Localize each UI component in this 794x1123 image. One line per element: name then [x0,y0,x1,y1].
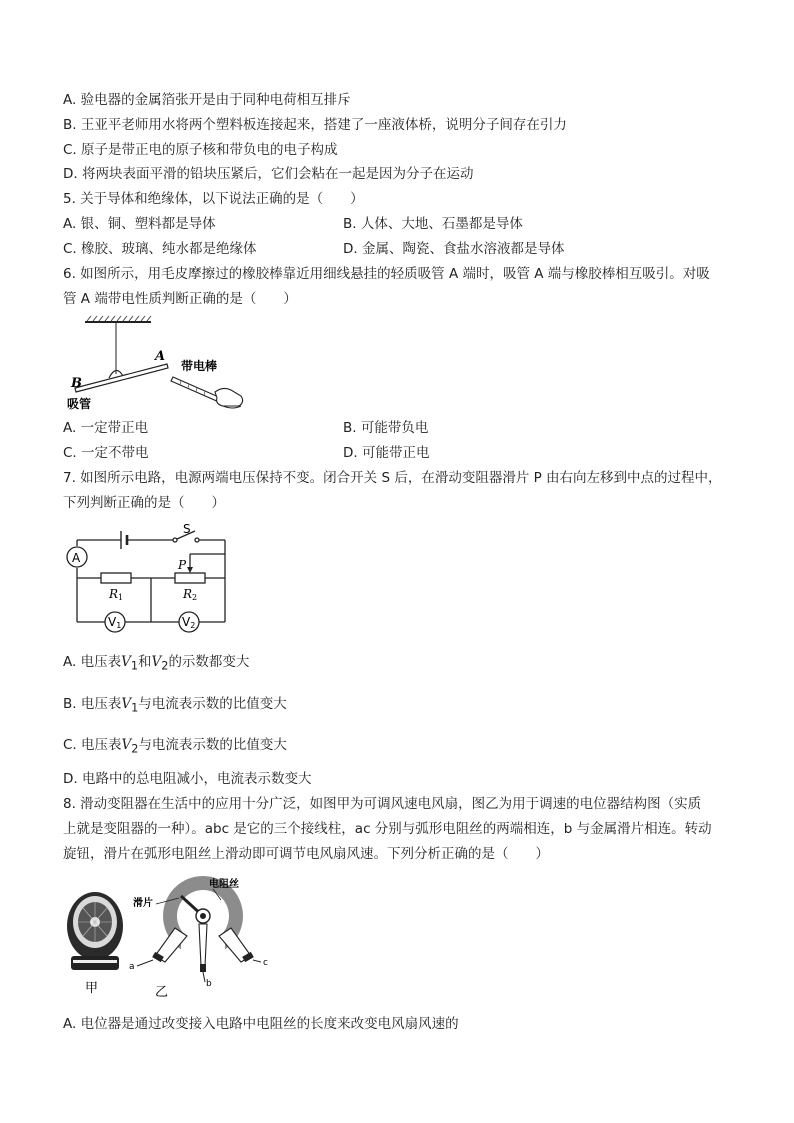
q7-ammeter-label: A [72,551,81,565]
q7-c-v: V [121,737,132,753]
q6-figure [63,312,253,412]
q7-v1-sub: 1 [116,621,122,630]
q7-a-prefix: A. 电压表 [63,654,122,670]
q7-a-post: 的示数都变大 [168,654,250,670]
q8-label-a: a [129,962,135,972]
q7-r2-label [182,587,197,602]
q7-v1-letter: V [108,615,117,629]
q7-option-c [63,735,287,760]
q6-stem-line1: 6. 如图所示，用毛皮摩擦过的橡胶棒靠近用细线悬挂的轻质吸管 A 端时，吸管 A 端与橡胶棒相互吸引。对吸 [63,266,710,282]
q6-option-d: D. 可能带正电 [343,445,430,461]
q8-option-a: A. 电位器是通过改变接入电路中电阻丝的长度来改变电风扇风速的 [63,1016,459,1032]
q7-r2-letter: R [183,587,193,601]
q8-label-c: c [263,958,268,968]
q8-stem-line2: 上就是变阻器的一种）。abc 是它的三个接线柱，ac 分别与弧形电阻丝的两端相连，b 与金属滑片相连。转动 [63,821,712,837]
q7-a-v2-sub: 2 [161,659,169,673]
q4-option-c: C. 原子是带正电的原子核和带负电的电子构成 [63,142,338,158]
q7-r1-sub: 1 [118,593,124,602]
q5-option-a: A. 银、铜、塑料都是导体 [63,216,216,232]
q8-label-slider: 滑片 [133,898,153,909]
q7-option-d: D. 电路中的总电阻减小，电流表示数变大 [63,771,312,787]
q7-slider-label: P [178,558,187,572]
q6-option-b: B. 可能带负电 [343,420,429,436]
q7-b-post: 与电流表示数的比值变大 [138,696,287,712]
q7-b-v-sub: 1 [131,701,139,715]
q7-a-mid: 和 [138,654,152,670]
q7-c-v-sub: 2 [131,742,139,756]
q7-switch-label: S [183,522,191,536]
q6-label-rod: 带电棒 [181,359,218,373]
q7-a-v1-sub: 1 [130,659,139,673]
q6-label-straw: 吸管 [67,397,92,411]
q6-label-b: B [71,376,82,391]
q7-r2-sub: 2 [192,593,198,602]
q8-label-wire: 电阻丝 [209,879,239,890]
q6-label-a: A [155,349,166,364]
q7-b-v: V [121,696,132,712]
q5-option-c: C. 橡胶、玻璃、纯水都是绝缘体 [63,241,257,257]
q6-option-c: C. 一定不带电 [63,445,149,461]
q7-r1-label [108,587,123,602]
q5-option-d: D. 金属、陶瓷、食盐水溶液都是导体 [343,241,565,257]
q8-label-jia: 甲 [85,981,99,996]
q7-v2-sub: 2 [190,621,196,630]
q6-option-a: A. 一定带正电 [63,420,149,436]
q8-label-b: b [206,979,212,989]
q7-b-prefix: B. 电压表 [63,696,122,712]
q6-stem-line2: 管 A 端带电性质判断正确的是（ ） [63,291,297,307]
q7-c-prefix: C. 电压表 [63,737,122,753]
q8-stem-line1: 8. 滑动变阻器在生活中的应用十分广泛，如图甲为可调风速电风扇，图乙为用于调速的电位器结构图（实质 [63,796,702,812]
q8-stem-line3: 旋钮，滑片在弧形电阻丝上滑动即可调节电风扇风速。下列分析正确的是（ ） [63,846,549,862]
q7-circuit-figure [63,518,238,636]
q7-a-v1: V [121,654,131,670]
q7-stem-line1: 7. 如图所示电路，电源两端电压保持不变。闭合开关 S 后，在滑动变阻器滑片 P 由右向左移到中点的过程中， [63,470,722,486]
q7-v2-letter: V [182,615,191,629]
q7-c-post: 与电流表示数的比值变大 [138,737,287,753]
q4-option-a: A. 验电器的金属箔张开是由于同种电荷相互排斥 [63,92,351,108]
q4-option-d: D. 将两块表面平滑的铅块压紧后，它们会粘在一起是因为分子在运动 [63,166,474,182]
q8-figure [63,868,278,998]
q5-stem: 5. 关于导体和绝缘体，以下说法正确的是（ ） [63,191,364,207]
q7-option-a [63,652,249,677]
q4-option-b: B. 王亚平老师用水将两个塑料板连接起来，搭建了一座液体桥，说明分子间存在引力 [63,117,567,133]
q7-option-b [63,694,287,719]
q5-option-b: B. 人体、大地、石墨都是导体 [343,216,523,232]
q8-label-yi: 乙 [155,985,169,998]
q7-a-v2: V [151,654,162,670]
fan-image [67,892,123,970]
q7-r1-letter: R [109,587,119,601]
q7-stem-line2: 下列判断正确的是（ ） [63,495,225,511]
